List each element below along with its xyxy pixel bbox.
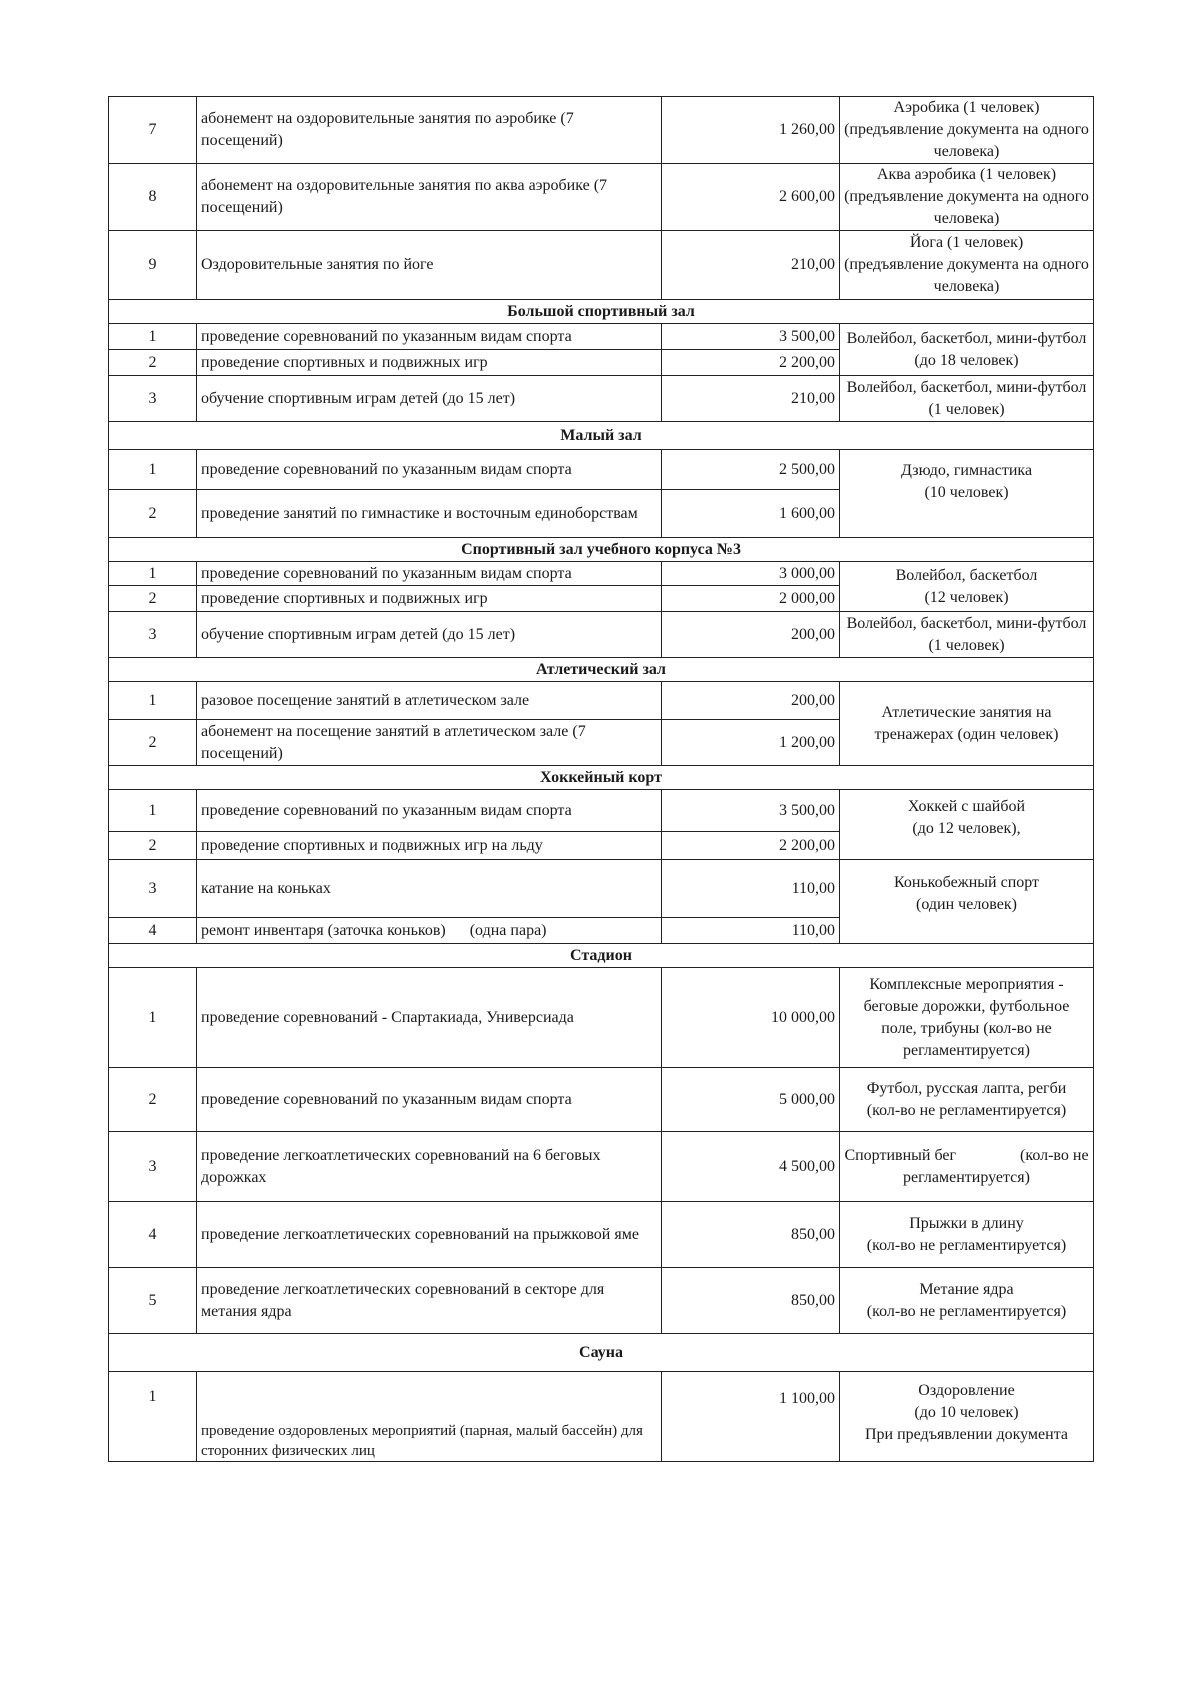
row-number: 1 [109, 562, 197, 586]
table-row [109, 790, 1094, 832]
row-note: Йога (1 человек) (предъявление документа на одного человека) [840, 231, 1094, 300]
row-number: 4 [109, 1202, 197, 1268]
row-number: 4 [109, 918, 197, 944]
row-description: проведение соревнований по указанным видам спорта [197, 1068, 662, 1132]
section-header-row [109, 1334, 1094, 1372]
row-number: 9 [109, 231, 197, 300]
row-description: абонемент на оздоровительные занятия по аква аэробике (7 посещений) [197, 164, 662, 231]
row-note: Дзюдо, гимнастика (10 человек) [840, 450, 1094, 538]
table-row [109, 860, 1094, 918]
row-price: 850,00 [662, 1202, 840, 1268]
row-description: проведение спортивных и подвижных игр на льду [197, 832, 662, 860]
row-price: 110,00 [662, 860, 840, 918]
row-note: Оздоровление (до 10 человек) При предъявлении документа [840, 1372, 1094, 1462]
row-price: 2 600,00 [662, 164, 840, 231]
table-row [109, 231, 1094, 300]
row-description: разовое посещение занятий в атлетическом зале [197, 682, 662, 720]
row-number: 1 [109, 790, 197, 832]
row-description: ремонт инвентаря (заточка коньков) (одна пара) [197, 918, 662, 944]
table-row [109, 1372, 1094, 1462]
row-description: обучение спортивным играм детей (до 15 лет) [197, 376, 662, 422]
table-row [109, 450, 1094, 490]
row-price: 1 100,00 [662, 1372, 840, 1462]
section-header-row [109, 766, 1094, 790]
section-header-row [109, 538, 1094, 562]
section-title: Малый зал [109, 422, 1094, 450]
row-price: 3 500,00 [662, 324, 840, 350]
row-number: 2 [109, 720, 197, 766]
row-description: проведение соревнований - Спартакиада, Универсиада [197, 968, 662, 1068]
row-number: 3 [109, 1132, 197, 1202]
row-number: 2 [109, 1068, 197, 1132]
row-price: 200,00 [662, 612, 840, 658]
row-note: Прыжки в длину (кол-во не регламентируется) [840, 1202, 1094, 1268]
row-description: проведение соревнований по указанным видам спорта [197, 450, 662, 490]
row-number: 2 [109, 350, 197, 376]
table-row [109, 376, 1094, 422]
price-table [108, 96, 1094, 1462]
row-number: 1 [109, 450, 197, 490]
section-header-row [109, 944, 1094, 968]
section-title: Хоккейный корт [109, 766, 1094, 790]
row-number: 1 [109, 968, 197, 1068]
row-description: проведение соревнований по указанным видам спорта [197, 790, 662, 832]
row-description: Оздоровительные занятия по йоге [197, 231, 662, 300]
table-row [109, 164, 1094, 231]
row-number: 2 [109, 586, 197, 612]
row-description: проведение соревнований по указанным видам спорта [197, 562, 662, 586]
table-row [109, 968, 1094, 1068]
row-description: проведение оздоровленых мероприятий (парная, малый бассейн) для сторонних физических лиц [197, 1372, 662, 1462]
row-note: Спортивный бег (кол-во не регламентируется) [840, 1132, 1094, 1202]
row-description: проведение занятий по гимнастике и восточным единоборствам [197, 490, 662, 538]
row-description: обучение спортивным играм детей (до 15 лет) [197, 612, 662, 658]
row-price: 2 000,00 [662, 586, 840, 612]
row-price: 1 260,00 [662, 97, 840, 164]
row-note: Атлетические занятия на тренажерах (один человек) [840, 682, 1094, 766]
section-title: Большой спортивный зал [109, 300, 1094, 324]
row-number: 8 [109, 164, 197, 231]
row-price: 4 500,00 [662, 1132, 840, 1202]
row-note: Волейбол, баскетбол (12 человек) [840, 562, 1094, 612]
table-row [109, 612, 1094, 658]
row-number: 1 [109, 324, 197, 350]
table-row [109, 324, 1094, 350]
row-number: 3 [109, 376, 197, 422]
section-title: Стадион [109, 944, 1094, 968]
row-description: проведение спортивных и подвижных игр [197, 586, 662, 612]
row-price: 1 600,00 [662, 490, 840, 538]
row-price: 3 000,00 [662, 562, 840, 586]
row-number: 7 [109, 97, 197, 164]
row-note: Волейбол, баскетбол, мини-футбол (1 человек) [840, 612, 1094, 658]
row-note: Волейбол, баскетбол, мини-футбол (до 18 человек) [840, 324, 1094, 376]
table-row [109, 97, 1094, 164]
row-number: 5 [109, 1268, 197, 1334]
table-row [109, 1202, 1094, 1268]
table-row [109, 682, 1094, 720]
section-header-row [109, 658, 1094, 682]
section-title: Атлетический зал [109, 658, 1094, 682]
row-price: 200,00 [662, 682, 840, 720]
row-price: 2 500,00 [662, 450, 840, 490]
row-number: 2 [109, 832, 197, 860]
row-number: 1 [109, 1372, 197, 1462]
section-title: Сауна [109, 1334, 1094, 1372]
row-number: 3 [109, 860, 197, 918]
table-row [109, 1068, 1094, 1132]
table-row [109, 562, 1094, 586]
row-description: проведение легкоатлетических соревнований на прыжковой яме [197, 1202, 662, 1268]
row-price: 1 200,00 [662, 720, 840, 766]
section-header-row [109, 422, 1094, 450]
section-title: Спортивный зал учебного корпуса №3 [109, 538, 1094, 562]
row-number: 2 [109, 490, 197, 538]
row-price: 850,00 [662, 1268, 840, 1334]
row-price: 5 000,00 [662, 1068, 840, 1132]
row-description: абонемент на оздоровительные занятия по аэробике (7 посещений) [197, 97, 662, 164]
row-note: Комплексные мероприятия - беговые дорожки, футбольное поле, трибуны (кол-во не регламентируется) [840, 968, 1094, 1068]
row-note: Аэробика (1 человек) (предъявление документа на одного человека) [840, 97, 1094, 164]
row-description: проведение легкоатлетических соревнований на 6 беговых дорожках [197, 1132, 662, 1202]
row-price: 210,00 [662, 231, 840, 300]
row-note: Хоккей с шайбой (до 12 человек), [840, 790, 1094, 860]
row-price: 210,00 [662, 376, 840, 422]
row-note: Конькобежный спорт (один человек) [840, 860, 1094, 944]
row-price: 2 200,00 [662, 832, 840, 860]
row-price: 10 000,00 [662, 968, 840, 1068]
row-price: 110,00 [662, 918, 840, 944]
row-number: 3 [109, 612, 197, 658]
row-number: 1 [109, 682, 197, 720]
row-description: проведение легкоатлетических соревнований в секторе для метания ядра [197, 1268, 662, 1334]
row-price: 3 500,00 [662, 790, 840, 832]
table-row [109, 1268, 1094, 1334]
row-note: Футбол, русская лапта, регби (кол-во не регламентируется) [840, 1068, 1094, 1132]
table-row [109, 1132, 1094, 1202]
section-header-row [109, 300, 1094, 324]
row-note: Метание ядра (кол-во не регламентируется) [840, 1268, 1094, 1334]
row-price: 2 200,00 [662, 350, 840, 376]
row-note: Аква аэробика (1 человек) (предъявление документа на одного человека) [840, 164, 1094, 231]
row-description: проведение соревнований по указанным видам спорта [197, 324, 662, 350]
row-description: катание на коньках [197, 860, 662, 918]
row-note: Волейбол, баскетбол, мини-футбол (1 человек) [840, 376, 1094, 422]
row-description: абонемент на посещение занятий в атлетическом зале (7 посещений) [197, 720, 662, 766]
row-description: проведение спортивных и подвижных игр [197, 350, 662, 376]
